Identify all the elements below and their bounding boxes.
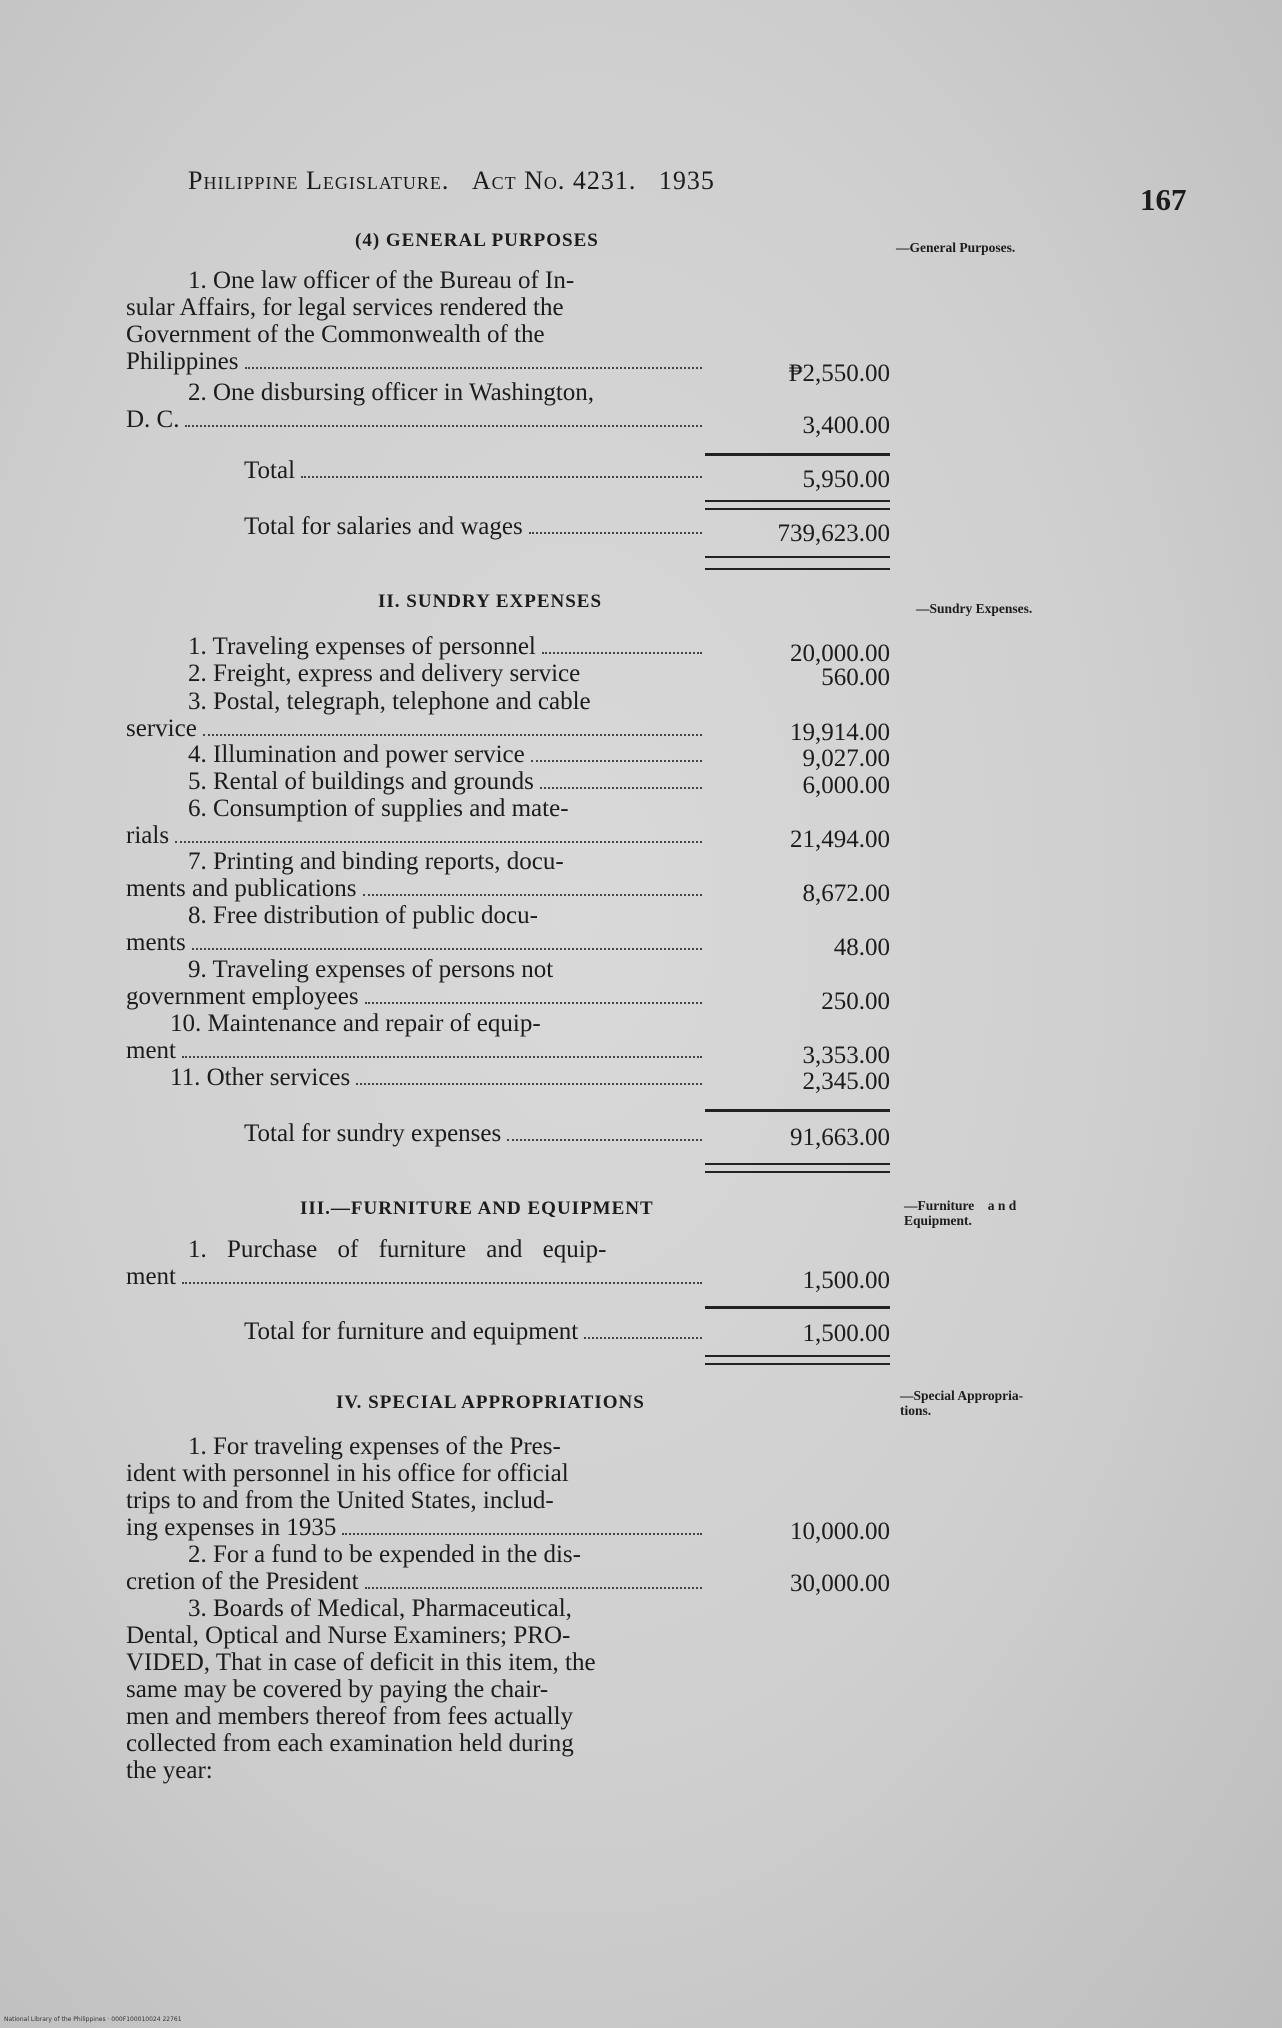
sundry-item-3: 3. Postal, telegraph, telephone and cable service — [126, 688, 706, 742]
double-rule — [705, 1355, 890, 1365]
sundry-item-7: 7. Printing and binding reports, docu- ments and publications — [126, 848, 706, 902]
margin-note-furniture: —Furniture a n d Equipment. — [904, 1198, 1017, 1228]
furniture-total-amount: 1,500.00 — [802, 1320, 890, 1347]
subtotal-rule — [705, 1306, 890, 1309]
salaries-total: Total for salaries and wages — [244, 513, 706, 540]
double-rule — [705, 1163, 890, 1173]
sundry-item-4-amount: 9,027.00 — [802, 745, 890, 772]
furniture-item-1-amount: 1,500.00 — [802, 1267, 890, 1294]
sundry-item-6: 6. Consumption of supplies and mate- rials — [126, 795, 706, 849]
section-heading-furniture: III.—FURNITURE AND EQUIPMENT — [300, 1198, 654, 1219]
general-item-1: 1. One law officer of the Bureau of In- sular Affairs, for legal services rendered the Government of the Commonwealth of the Philippines — [126, 267, 706, 375]
general-item-2: 2. One disbursing officer in Washington, D. C. — [126, 379, 706, 433]
act-number: Act No. 4231. — [471, 166, 637, 195]
sundry-item-9-amount: 250.00 — [821, 988, 890, 1015]
general-item-2-amount: 3,400.00 — [802, 412, 890, 439]
sundry-item-8: 8. Free distribution of public docu- ments — [126, 902, 706, 956]
special-item-2-amount: 30,000.00 — [790, 1570, 890, 1597]
section-heading-general-purposes: (4) GENERAL PURPOSES — [355, 230, 599, 251]
sundry-item-5: 5. Rental of buildings and grounds — [126, 768, 706, 795]
sundry-item-1-amount: 20,000.00 — [790, 640, 890, 667]
sundry-item-4: 4. Illumination and power service — [126, 741, 706, 768]
sundry-item-5-amount: 6,000.00 — [802, 772, 890, 799]
margin-note-sundry-expenses: —Sundry Expenses. — [916, 601, 1033, 616]
sundry-item-6-amount: 21,494.00 — [790, 826, 890, 853]
special-item-1: 1. For traveling expenses of the Pres- ident with personnel in his office for official trips to and from the United States, includ- ing expenses in 1935 — [126, 1433, 706, 1541]
running-head — [188, 166, 715, 196]
special-item-2: 2. For a fund to be expended in the dis- cretion of the President — [126, 1541, 706, 1595]
running-head-title: Philippine Legislature. — [188, 166, 450, 195]
subtotal-rule — [705, 453, 890, 456]
sundry-item-3-amount: 19,914.00 — [790, 719, 890, 746]
sundry-item-10: 10. Maintenance and repair of equip- ment — [126, 1010, 706, 1064]
margin-note-special-appropriations: —Special Appropria- tions. — [900, 1388, 1024, 1418]
furniture-item-1: 1. Purchase of furniture and equip- ment — [126, 1236, 706, 1290]
general-total-amount: 5,950.00 — [802, 466, 890, 493]
furniture-total: Total for furniture and equipment — [244, 1318, 706, 1345]
general-item-1-amount: ₱2,550.00 — [788, 360, 890, 387]
section-heading-sundry-expenses: II. SUNDRY EXPENSES — [378, 591, 603, 612]
special-item-3: 3. Boards of Medical, Pharmaceutical, Dental, Optical and Nurse Examiners; PRO- VIDED, That in case of deficit in this item, the same may be covered by paying the chair- men and members thereof from fees actually collected from each examination held during the year: — [126, 1595, 596, 1784]
subtotal-rule — [705, 1109, 890, 1112]
act-year: 1935 — [658, 166, 715, 195]
sundry-item-9: 9. Traveling expenses of persons not government employees — [126, 956, 706, 1010]
page-number: 167 — [1140, 182, 1187, 217]
sundry-item-10-amount: 3,353.00 — [802, 1042, 890, 1069]
special-item-1-amount: 10,000.00 — [790, 1518, 890, 1545]
sundry-item-7-amount: 8,672.00 — [802, 880, 890, 907]
sundry-item-11-amount: 2,345.00 — [802, 1068, 890, 1095]
scan-footer-text: National Library of the Philippines · 000F100010024 22761 — [4, 2016, 182, 2023]
double-rule — [705, 556, 890, 570]
sundry-total-amount: 91,663.00 — [790, 1124, 890, 1151]
sundry-item-11: 11. Other services — [126, 1064, 706, 1091]
section-heading-special-appropriations: IV. SPECIAL APPROPRIATIONS — [336, 1392, 645, 1413]
sundry-total: Total for sundry expenses — [244, 1120, 706, 1147]
sundry-item-1: 1. Traveling expenses of personnel — [126, 633, 706, 660]
margin-note-general-purposes: —General Purposes. — [896, 240, 1016, 255]
double-rule — [705, 500, 890, 510]
sundry-item-2: 2. Freight, express and delivery service — [188, 660, 581, 687]
sundry-item-8-amount: 48.00 — [833, 934, 890, 961]
sundry-item-2-amount: 560.00 — [821, 664, 890, 691]
general-total: Total — [244, 457, 706, 484]
salaries-total-amount: 739,623.00 — [777, 520, 890, 547]
